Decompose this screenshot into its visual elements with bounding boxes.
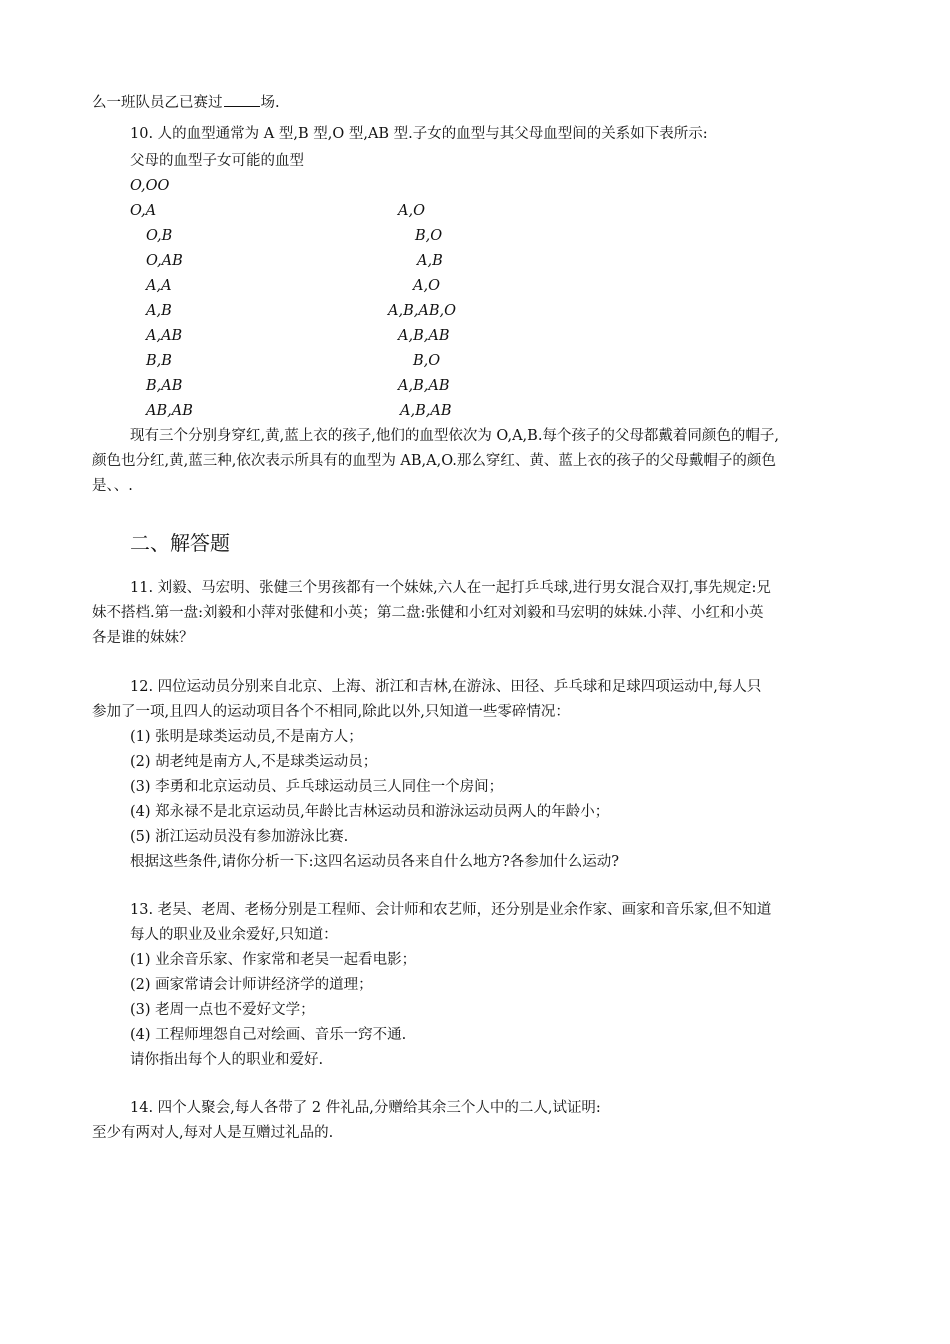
q10-line1: 10. 人的血型通常为 A 型,B 型,O 型,AB 型.子女的血型与其父母血型间的关系如下表所示: [130,126,708,142]
table-cell-parents: A,B [146,303,172,319]
q13-line1: 13. 老吴、老周、老杨分别是工程师、会计师和农艺师，还分别是业余作家、画家和音乐家,但不知道 [130,902,772,918]
table-cell-parents: A,AB [146,328,183,344]
table-cell-children: B,O [413,353,441,369]
table-cell-children: A,B,AB [400,403,452,419]
q11-line3: 各是谁的妹妹？ [92,630,194,646]
q10-para-line2: 颜色也分红,黄,蓝三种,依次表示所具有的血型为 AB,A,O.那么穿红、黄、蓝上衣的孩子的父母戴帽子的颜色 [92,453,776,469]
q13-item: (3) 老周一点也不爱好文学； [130,1002,315,1018]
q14-line1: 14. 四个人聚会,每人各带了 2 件礼品,分赠给其余三个人中的二人,试证明: [130,1100,601,1116]
table-cell-children: A,O [413,278,440,294]
q13-line2: 每人的职业及业余爱好,只知道： [130,927,338,943]
q13-item: (4) 工程师埋怨自己对绘画、音乐一窍不通. [130,1027,407,1043]
q12-line2: 参加了一项,且四人的运动项目各个不相同,除此以外,只知道一些零碎情况： [92,704,570,720]
table-cell-children: A,B,AB [398,328,450,344]
q13-item: (1) 业余音乐家、作家常和老吴一起看电影； [130,952,417,968]
table-cell-children: B,O [415,228,443,244]
section-title: 二、解答题 [130,531,230,555]
q13-closing: 请你指出每个人的职业和爱好. [130,1052,324,1068]
table-cell-children: A,B,AB,O [388,303,456,319]
table-cell-children: A,B,AB [398,378,450,394]
table-cell-parents: O,AB [146,253,183,269]
intro-text: 么一班队员乙已赛过 [92,95,223,111]
q11-line2: 妹不搭档.第一盘:刘毅和小萍对张健和小英；第二盘:张健和小红对刘毅和马宏明的妹妹.小萍、小红和小英 [92,605,764,621]
q10-table-header: 父母的血型子女可能的血型 [130,153,304,169]
q12-closing: 根据这些条件,请你分析一下:这四名运动员各来自什么地方?各参加什么运动? [130,854,620,870]
q12-item: (3) 李勇和北京运动员、乒乓球运动员三人同住一个房间； [130,779,504,795]
table-cell-parents: O,A [130,203,157,219]
q10-para-line3: 是、、. [92,478,133,494]
table-cell-parents: B,AB [146,378,183,394]
table-cell-parents: AB,AB [146,403,193,419]
table-cell-children: A,O [398,203,425,219]
answer-blank [224,92,260,107]
q12-item: (4) 郑永禄不是北京运动员,年龄比吉林运动员和游泳运动员两人的年龄小； [130,804,610,820]
q13-item: (2) 画家常请会计师讲经济学的道理； [130,977,373,993]
q11-line1: 11. 刘毅、马宏明、张健三个男孩都有一个妹妹,六人在一起打乒乓球,进行男女混合双打,事先规定:兄 [130,580,771,596]
q10-para-line1: 现有三个分别身穿红,黄,蓝上衣的孩子,他们的血型依次为 O,A,B.每个孩子的父母都戴着同颜色的帽子, [130,428,780,444]
table-cell-parents: O,B [146,228,173,244]
table-cell-parents: A,A [146,278,172,294]
q12-item: (5) 浙江运动员没有参加游泳比赛. [130,829,349,845]
intro-text-end: 场. [260,95,280,111]
table-cell-parents: O,OO [130,178,170,194]
table-cell-children: A,B [417,253,443,269]
q12-line1: 12. 四位运动员分别来自北京、上海、浙江和吉林,在游泳、田径、乒乓球和足球四项运动中,每人只 [130,679,762,695]
q12-item: (2) 胡老纯是南方人,不是球类运动员； [130,754,378,770]
table-cell-parents: B,B [146,353,172,369]
q14-line2: 至少有两对人,每对人是互赠过礼品的. [92,1125,334,1141]
q12-item: (1) 张明是球类运动员,不是南方人； [130,729,363,745]
intro-line [92,92,280,113]
